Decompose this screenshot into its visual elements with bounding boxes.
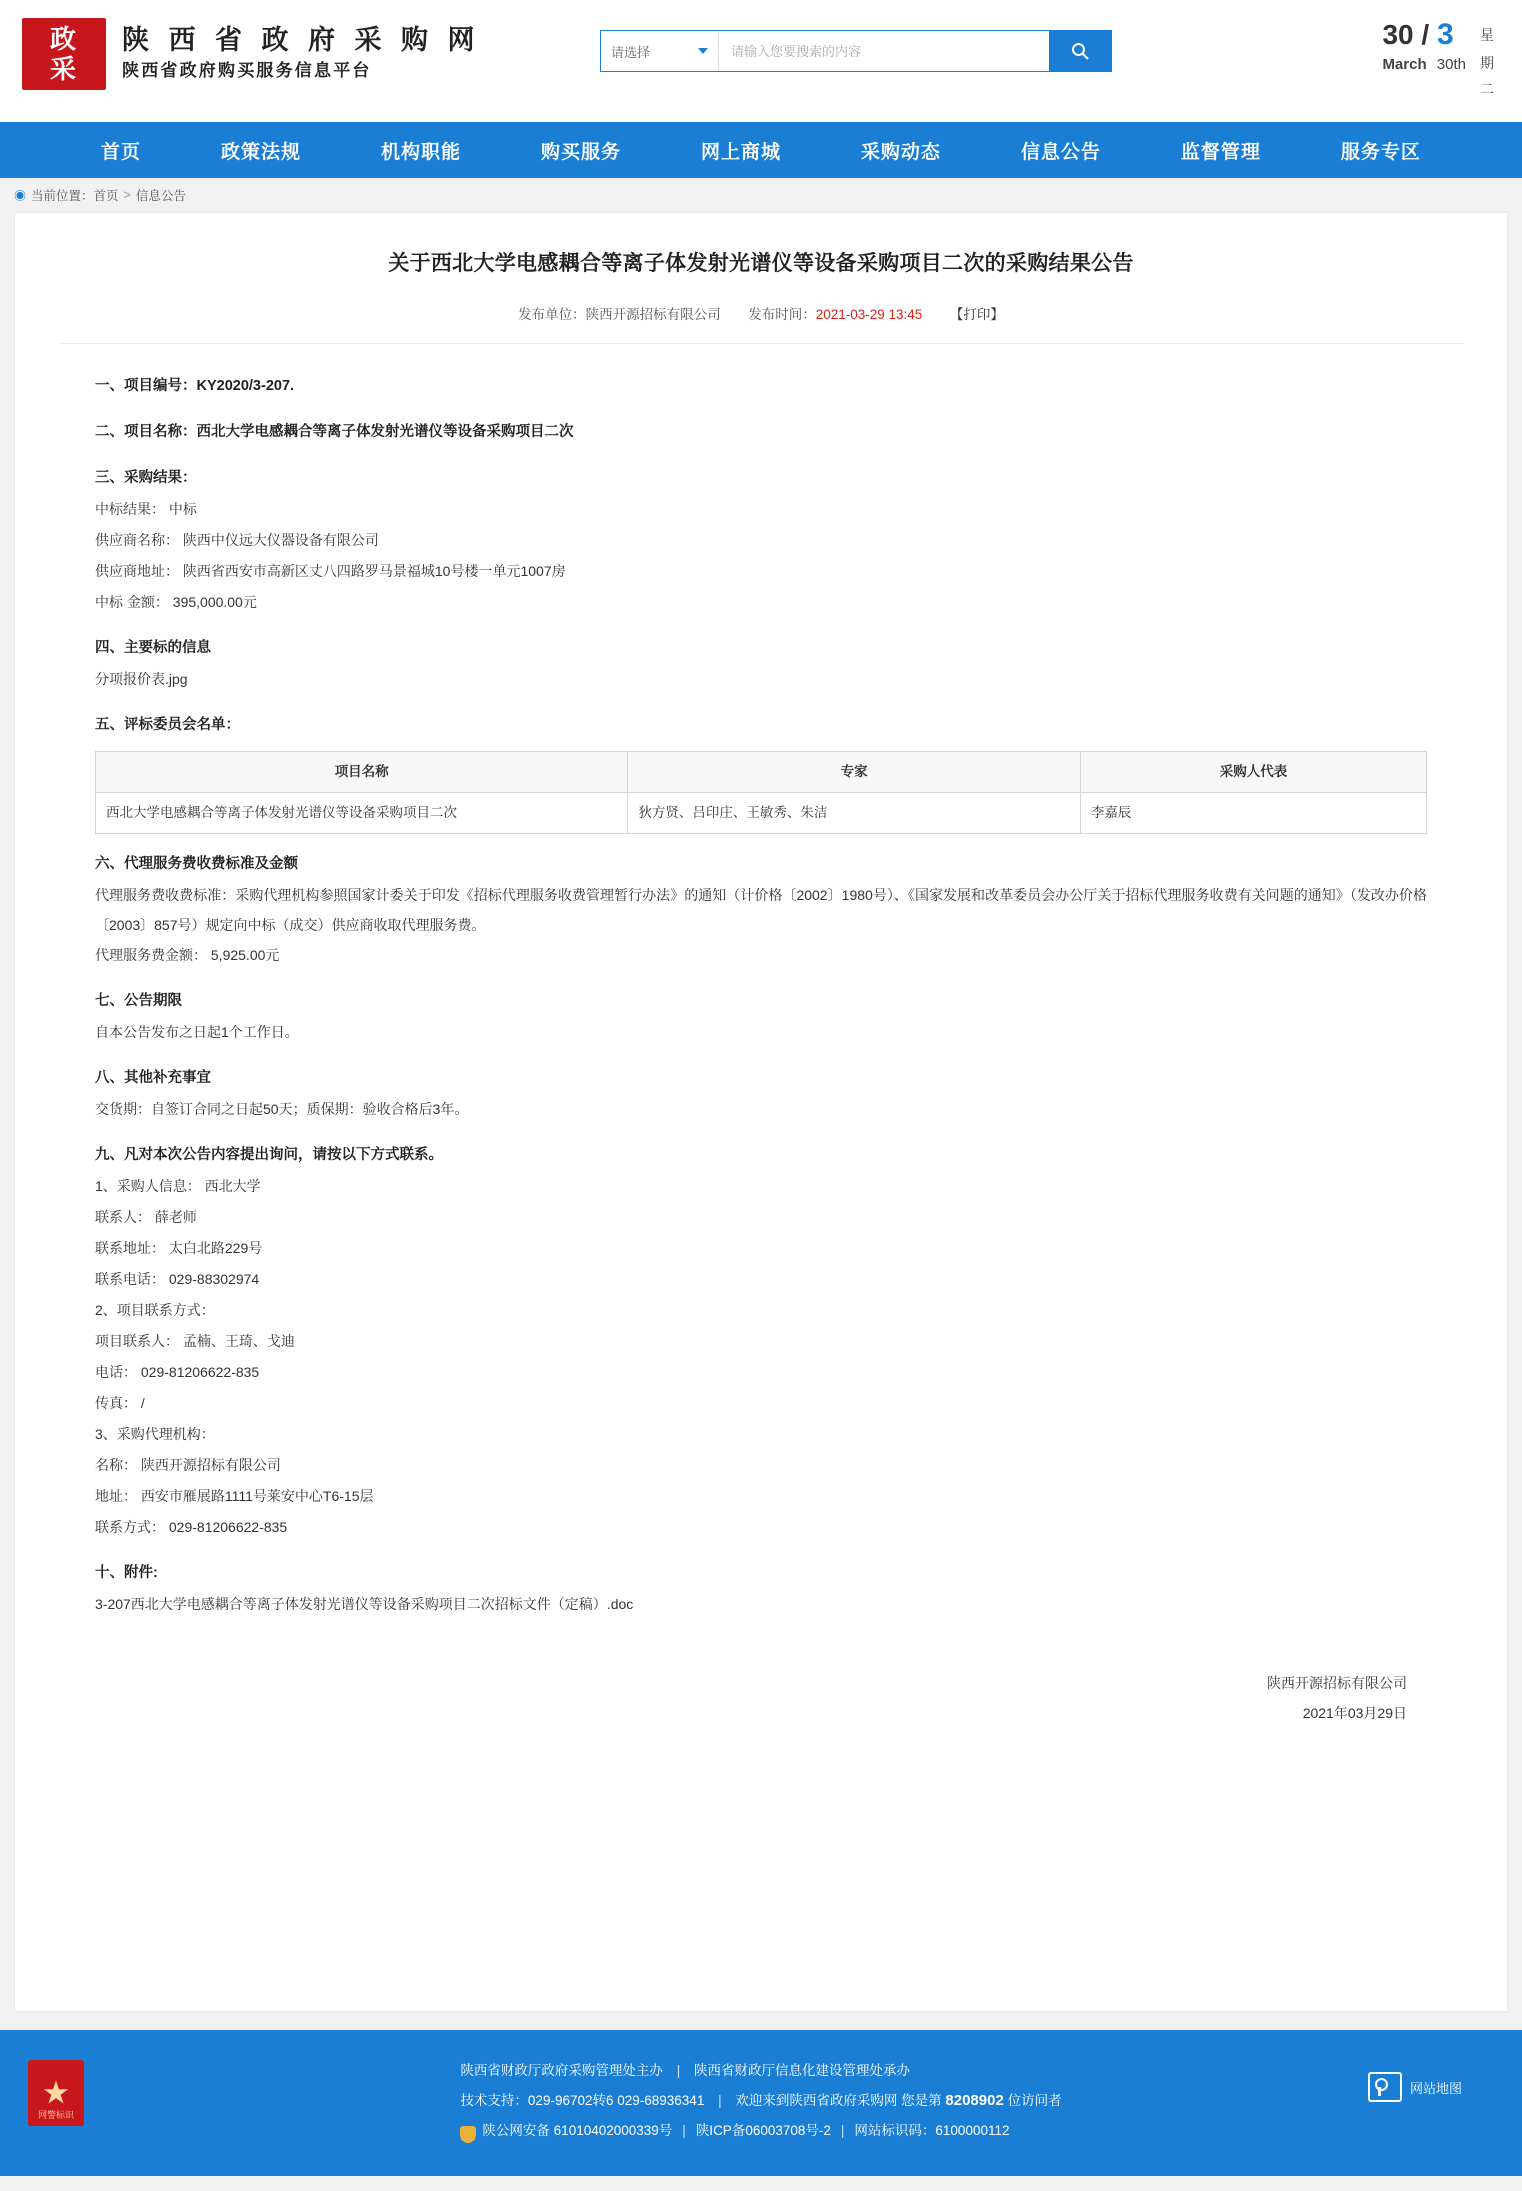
agency-phone: 联系方式： 029-81206622-835 [95, 1519, 288, 1535]
date-day-ordinal: 30th [1436, 56, 1466, 73]
nav-item-purchase-service[interactable]: 购买服务 [540, 141, 621, 163]
article-body [59, 344, 1463, 1728]
project-contact-phone: 电话： 029-81206622-835 [95, 1364, 260, 1380]
sitemap-label: 网站地图 [1409, 2080, 1462, 2096]
footer-line-1 [460, 2056, 1061, 2086]
site-title-main: 陕 西 省 政 府 采 购 网 [122, 25, 481, 55]
section-7-heading: 七、公告期限 [95, 993, 182, 1009]
weekday-label-2: 期 [1480, 55, 1494, 71]
weekday-value: 二 [1480, 81, 1494, 97]
supplementary-matters: 交货期：自签订合同之日起50天；质保期：验收合格后3年。 [95, 1101, 469, 1117]
section-10-heading: 十、附件: [95, 1565, 158, 1581]
nav-item-procurement-news[interactable]: 采购动态 [860, 141, 941, 163]
site-footer [0, 2030, 1522, 2176]
cell-representative: 李嘉辰 [1080, 793, 1426, 834]
date-slash: / [1421, 19, 1430, 50]
section-4-heading: 四、主要标的信息 [95, 640, 211, 656]
chevron-down-icon [698, 48, 708, 54]
agency-name: 名称： 陕西开源招标有限公司 [95, 1457, 281, 1473]
section-2-heading [95, 416, 1427, 448]
page-title: 关于西北大学电感耦合等离子体发射光谱仪等设备采购项目二次的采购结果公告 [388, 252, 1134, 275]
attachment-quote-file[interactable]: 分项报价表.jpg [95, 671, 188, 687]
project-number-value: KY2020/3-207. [196, 378, 295, 394]
section-9-heading: 九、凡对本次公告内容提出询问，请按以下方式联系。 [95, 1147, 443, 1163]
signature-company: 陕西开源招标有限公司 [1267, 1675, 1407, 1691]
footer-divider-2: | [718, 2093, 722, 2108]
footer-text-block [460, 2056, 1061, 2146]
footer-host: 陕西省财政厅政府采购管理处主办 [460, 2063, 663, 2078]
location-pin-icon: ◉ [14, 188, 27, 203]
badge-emblem-icon: ★ [42, 2078, 69, 2108]
table-header-row [96, 752, 1427, 793]
footer-undertaker: 陕西省财政厅信息化建设管理处承办 [693, 2063, 910, 2078]
attachment-doc-file[interactable]: 3-207西北大学电感耦合等离子体发射光谱仪等设备采购项目二次招标文件（定稿）.doc [95, 1596, 634, 1612]
cell-experts: 狄方贤、吕印庄、王敏秀、朱洁 [628, 793, 1081, 834]
cell-project-name: 西北大学电感耦合等离子体发射光谱仪等设备采购项目二次 [96, 793, 628, 834]
main-nav [0, 122, 1522, 178]
breadcrumb-separator: > [123, 188, 131, 202]
winning-amount-line: 中标 金额： 395,000.00元 [95, 594, 257, 610]
nav-item-online-mall[interactable]: 网上商城 [700, 141, 781, 163]
section-6-heading: 六、代理服务费收费标准及金额 [95, 856, 298, 872]
article-card [14, 212, 1508, 2012]
project-contact-person: 项目联系人： 孟楠、王琦、戈迪 [95, 1333, 295, 1349]
logo-char-top: 政 [49, 24, 78, 54]
footer-divider-3: | [682, 2123, 686, 2138]
police-shield-icon [460, 2126, 476, 2143]
col-buyer-representative: 采购人代表 [1080, 752, 1426, 793]
announcement-period: 自本公告发布之日起1个工作日。 [95, 1024, 299, 1040]
print-button[interactable]: 【打印】 [949, 307, 1004, 322]
breadcrumb-item-announcements[interactable]: 信息公告 [135, 189, 186, 203]
sitemap-link[interactable] [1368, 2072, 1462, 2102]
footer-welcome-text: 欢迎来到陕西省政府采购网 您是第 [735, 2093, 942, 2108]
site-logo[interactable] [22, 18, 481, 90]
section-8-heading: 八、其他补充事宜 [95, 1070, 211, 1086]
footer-tech-support: 技术支持：029-96702转6 029-68936341 [460, 2093, 705, 2108]
section-3-heading: 三、采购结果： [95, 470, 197, 486]
date-month-number: 3 [1436, 18, 1454, 51]
publish-time-value: 2021-03-29 13:45 [815, 307, 923, 322]
nav-item-home[interactable]: 首页 [101, 141, 142, 163]
supplier-address-line: 供应商地址： 陕西省西安市高新区丈八四路罗马景福城10号楼一单元1007房 [95, 563, 566, 579]
logo-char-bottom: 采 [49, 54, 78, 84]
col-project-name: 项目名称 [96, 752, 628, 793]
date-day: 30 [1382, 19, 1414, 50]
nav-item-service-zone[interactable]: 服务专区 [1340, 141, 1421, 163]
search-category-select[interactable] [601, 31, 719, 71]
footer-divider-1: | [676, 2063, 681, 2078]
project-name-value: 西北大学电感耦合等离子体发射光谱仪等设备采购项目二次 [196, 424, 574, 440]
buyer-contact-person: 联系人： 薛老师 [95, 1209, 197, 1225]
breadcrumb-item-home[interactable]: 首页 [93, 189, 119, 203]
search-button[interactable] [1049, 31, 1111, 71]
supplier-name-line: 供应商名称： 陕西中仪远大仪器设备有限公司 [95, 532, 379, 548]
signature-date: 2021年03月29日 [1302, 1705, 1407, 1721]
footer-icp-record[interactable]: 陕ICP备06003708号-2 [695, 2123, 831, 2138]
buyer-contact-phone: 联系电话： 029-88302974 [95, 1271, 260, 1287]
section-5-heading: 五、评标委员会名单： [95, 717, 240, 733]
buyer-contact-address: 联系地址： 太白北路229号 [95, 1240, 263, 1256]
publisher-label: 发布单位： [518, 307, 586, 322]
footer-divider-4: | [840, 2123, 845, 2138]
table-row [96, 793, 1427, 834]
footer-site-id: 网站标识码：6100000112 [854, 2123, 1010, 2138]
breadcrumb [0, 178, 1522, 212]
visitor-suffix: 位访问者 [1007, 2093, 1062, 2108]
project-contact-fax: 传真： / [95, 1395, 145, 1411]
section-2-label: 二、项目名称： [95, 424, 197, 440]
footer-line-2 [460, 2086, 1061, 2116]
search-icon [1070, 41, 1090, 61]
visitor-count: 8208902 [945, 2092, 1004, 2109]
signature-block [95, 1668, 1427, 1728]
footer-line-3 [460, 2116, 1061, 2146]
section-1-label: 一、项目编号： [95, 378, 197, 394]
search-input[interactable] [719, 31, 1049, 71]
project-contact-heading: 2、项目联系方式： [95, 1302, 215, 1318]
date-widget [1382, 18, 1494, 102]
date-month-en: March [1382, 56, 1427, 73]
nav-item-functions[interactable]: 机构职能 [380, 141, 461, 163]
buyer-info: 1、采购人信息： 西北大学 [95, 1178, 261, 1194]
agency-fee-standard: 代理服务费收费标准：采购代理机构参照国家计委关于印发《招标代理服务收费管理暂行办法》的通知（计价格〔2002〕1980号）、《国家发展和改革委员会办公厅关于招标代理服务收费有关问题的通知》（发改办价格〔2003〕857号）规定向中标（成交）供应商收取代理服务费。 [95, 887, 1427, 933]
section-1-heading [95, 370, 1427, 402]
result-status-line: 中标结果： 中标 [95, 501, 197, 517]
search-category-label: 请选择 [611, 44, 651, 60]
footer-police-record[interactable]: 陕公网安备 61010402000339号 [482, 2123, 673, 2138]
search-box [600, 30, 1112, 72]
article-meta [59, 303, 1463, 344]
nav-item-supervision[interactable]: 监督管理 [1180, 141, 1261, 163]
jury-table [95, 751, 1427, 834]
col-experts: 专家 [628, 752, 1081, 793]
police-badge-icon [28, 2060, 84, 2126]
agency-address: 地址： 西安市雁展路1111号莱安中心T6-15层 [95, 1488, 374, 1504]
nav-item-announcements[interactable]: 信息公告 [1020, 141, 1101, 163]
publisher-value: 陕西开源招标有限公司 [585, 307, 721, 322]
nav-item-policies[interactable]: 政策法规 [220, 141, 301, 163]
logo-mark-icon [22, 18, 106, 90]
site-title-sub: 陕西省政府购买服务信息平台 [122, 61, 372, 80]
publish-time-label: 发布时间： [748, 307, 816, 322]
agency-heading: 3、采购代理机构： [95, 1426, 215, 1442]
breadcrumb-prefix: 当前位置： [31, 189, 94, 203]
agency-fee-amount: 代理服务费金额： 5,925.00元 [95, 947, 280, 963]
map-icon [1368, 2072, 1402, 2102]
site-header [0, 0, 1522, 122]
badge-label: 网警标识 [37, 2110, 74, 2120]
weekday-label-1: 星 [1480, 27, 1494, 43]
